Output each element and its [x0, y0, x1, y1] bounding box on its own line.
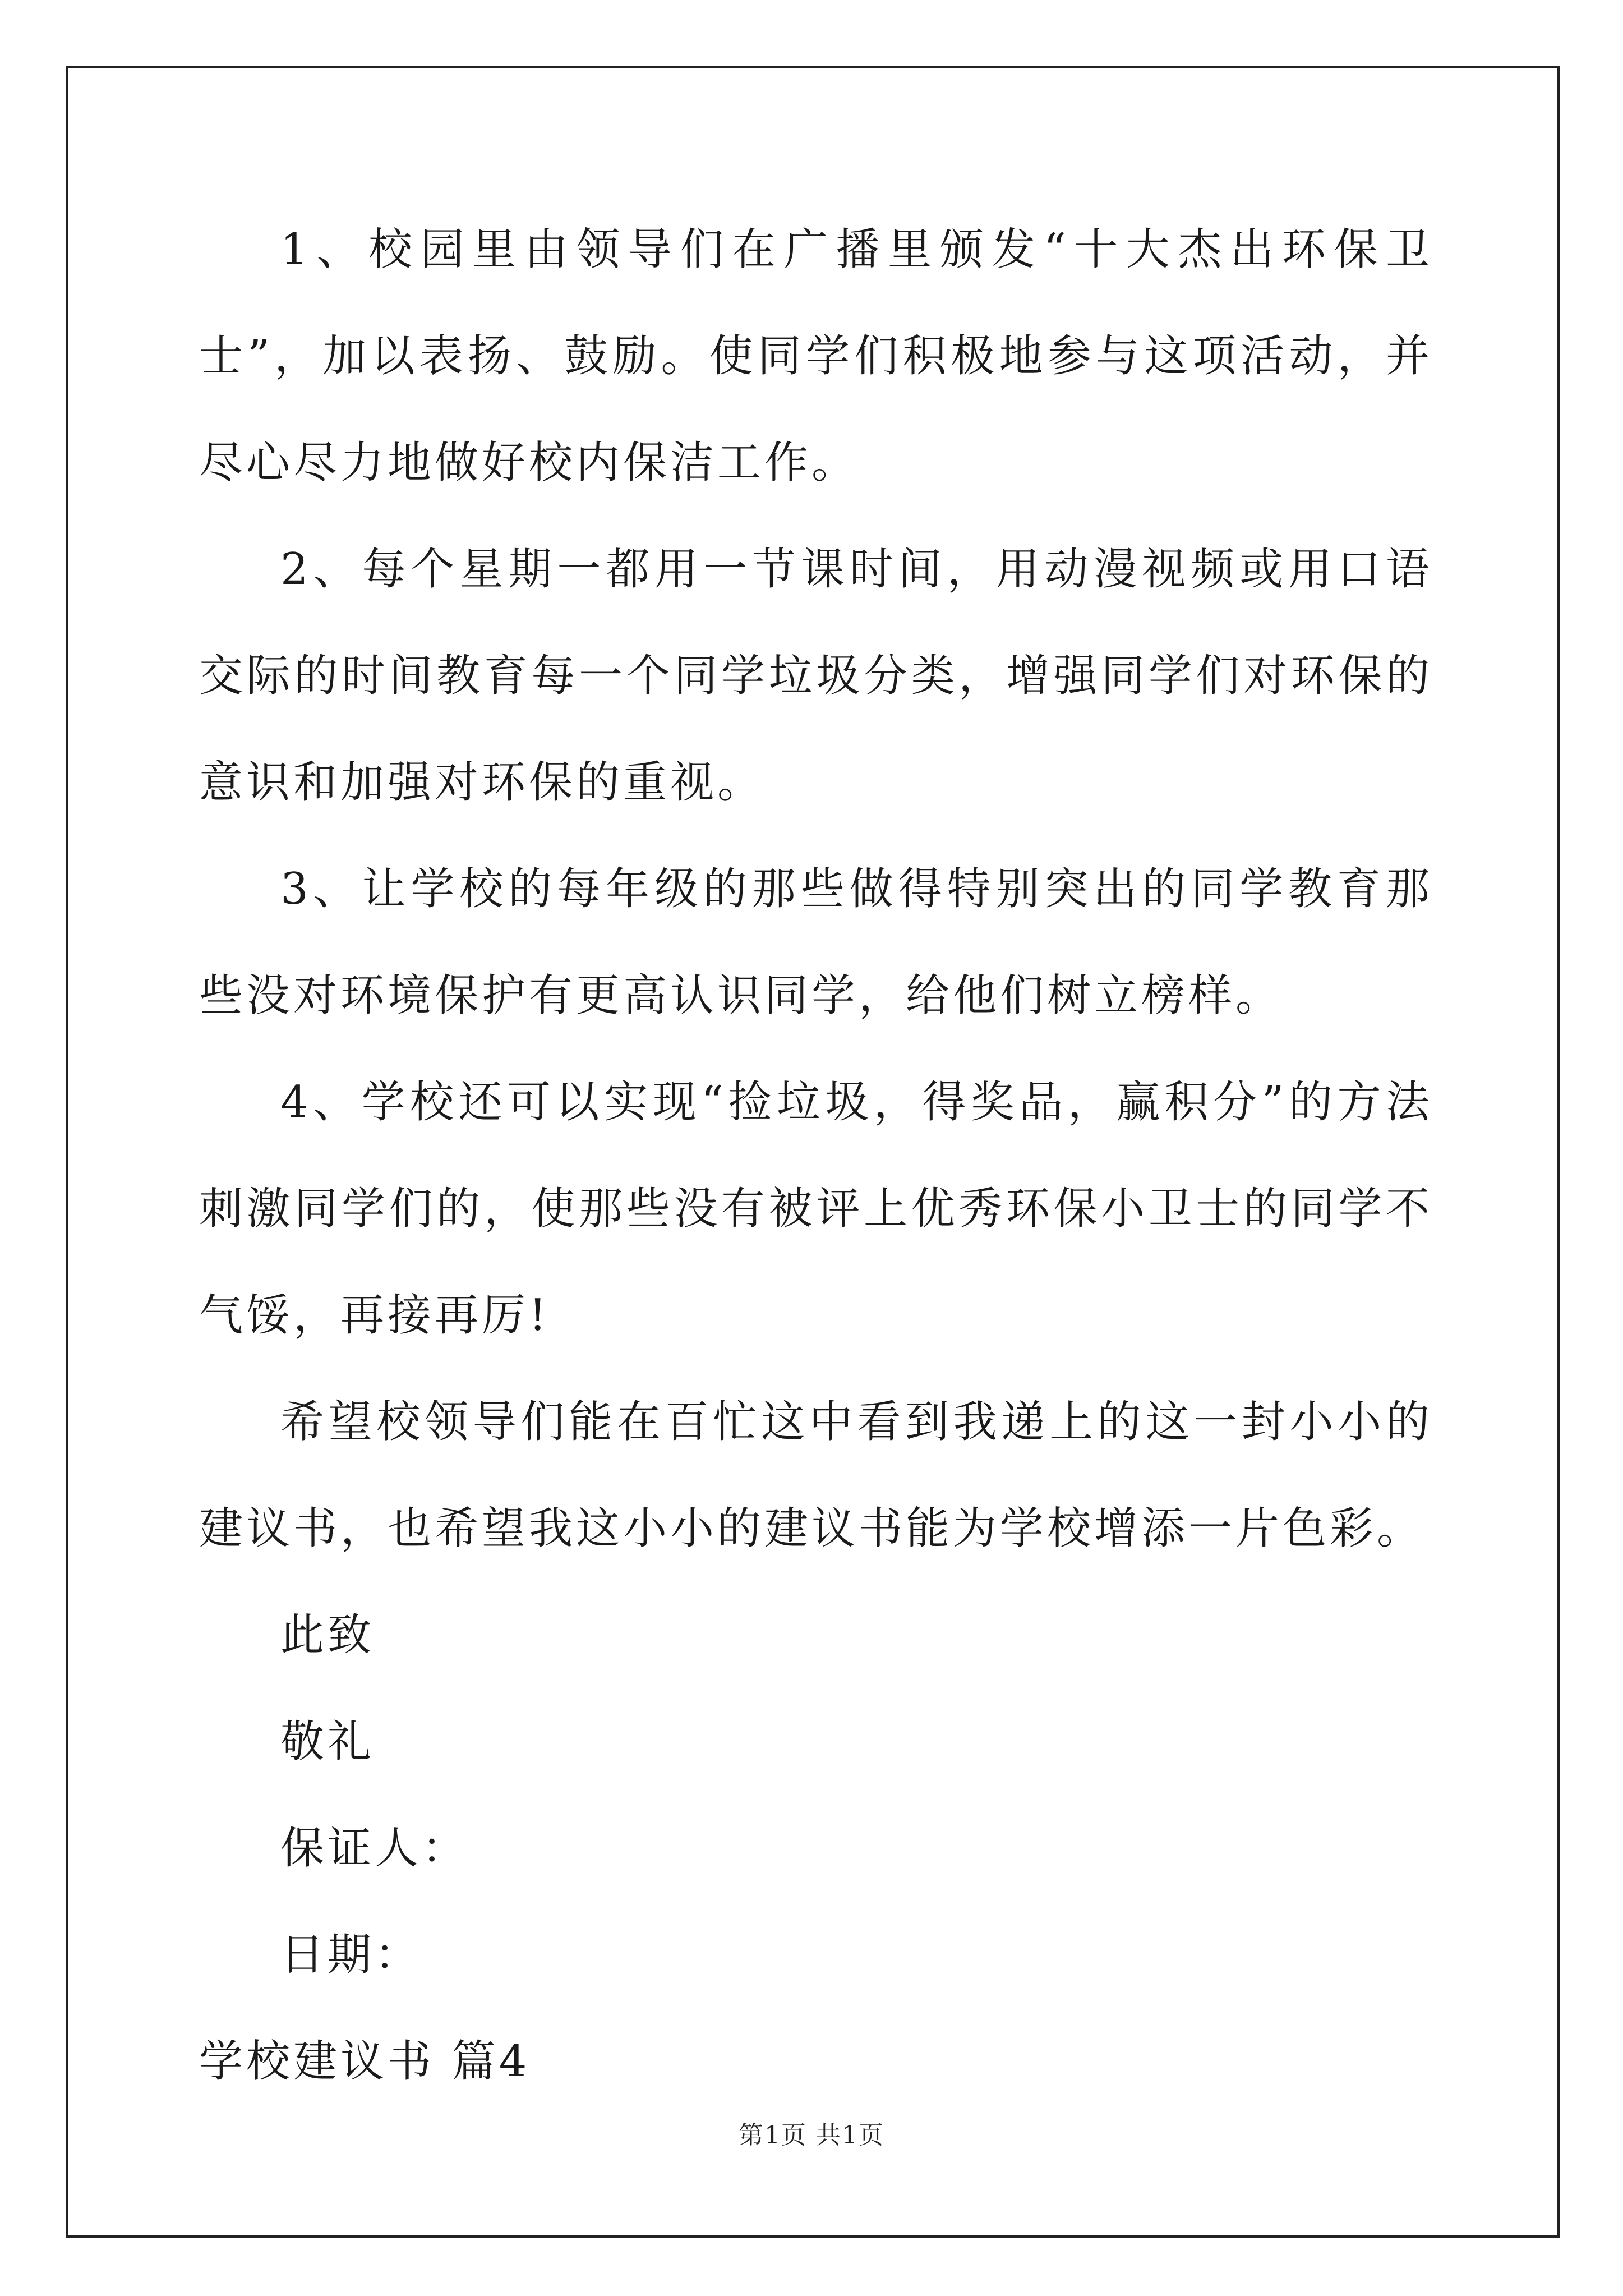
closing-salutation: 此致: [280, 1610, 375, 1660]
paragraph-5: 希望校领导们能在百忙这中看到我递上的这一封小小的建议书，也希望我这小小的建议书能为学校增添一片色彩。: [199, 1397, 1433, 1554]
next-section-heading: 学校建议书 篇4: [199, 2036, 531, 2087]
paragraph-3: 3、让学校的每年级的那些做得特别突出的同学教育那些没对环境保护有更高认识同学，给他们树立榜样。: [199, 864, 1433, 1021]
paragraph-4: 4、学校还可以实现“捡垃圾，得奖品，赢积分”的方法刺激同学们的，使那些没有被评上优秀环保小卫士的同学不气馁，再接再厉!: [199, 1077, 1433, 1341]
paragraph-1: 1、校园里由领导们在广播里颁发“十大杰出环保卫士”，加以表扬、鼓励。使同学们积极地参与这项活动，并尽心尽力地做好校内保洁工作。: [199, 224, 1433, 488]
date-label: 日期：: [280, 1930, 422, 1980]
signer-label: 保证人：: [280, 1823, 469, 1874]
document-body: [199, 196, 1433, 2115]
closing-regards: 敬礼: [280, 1717, 375, 1767]
paragraph-2: 2、每个星期一都用一节课时间，用动漫视频或用口语交际的时间教育每一个同学垃圾分类，增强同学们对环保的意识和加强对环保的重视。: [199, 544, 1433, 808]
page-footer: 第1页 共1页: [739, 2121, 884, 2150]
